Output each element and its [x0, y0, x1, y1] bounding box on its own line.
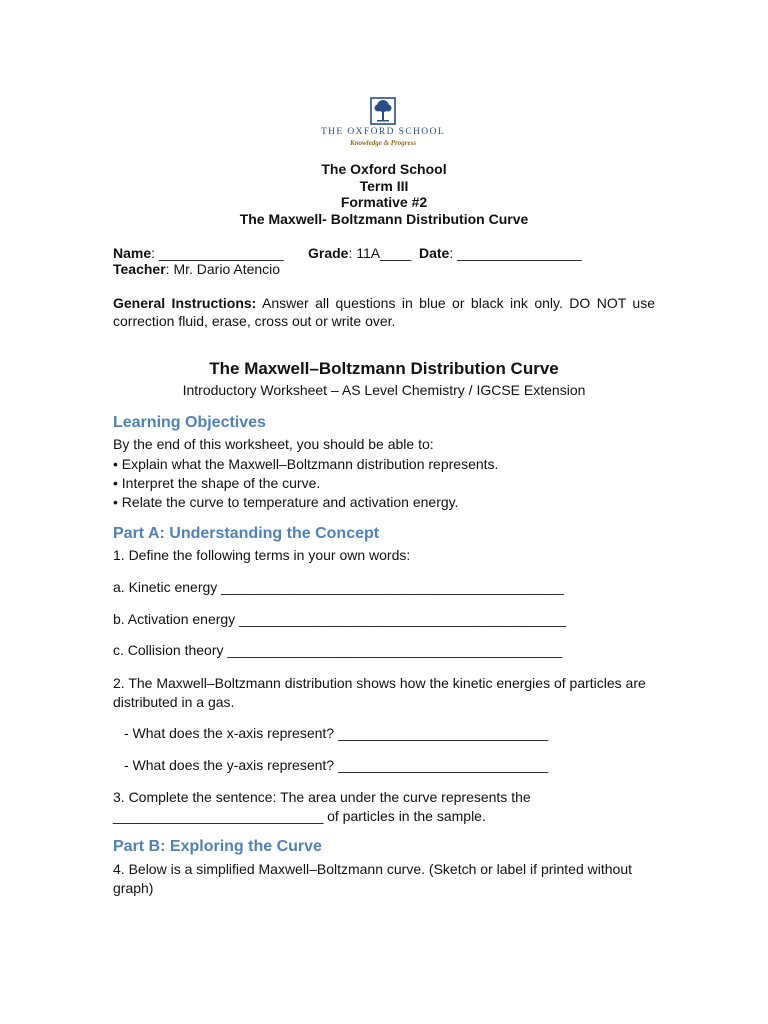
worksheet-subtitle: Introductory Worksheet – AS Level Chemistry / IGCSE Extension: [182, 382, 586, 398]
date-label: Date: [419, 245, 450, 261]
school-name: The Oxford School: [321, 161, 447, 177]
q2-y-axis[interactable]: - What does the y-axis represent? ___________________________: [124, 757, 549, 773]
q2-x-axis[interactable]: - What does the x-axis represent? ___________________________: [124, 725, 549, 741]
tree-crest-icon: [318, 96, 448, 126]
logo-motto: Knowledge & Progress: [349, 139, 417, 147]
objective-item: • Interpret the shape of the curve.: [113, 475, 321, 491]
date-blank: : ________________: [449, 245, 582, 261]
question-3-line-1: 3. Complete the sentence: The area under the curve represents the: [113, 789, 531, 805]
question-3-line-2[interactable]: ___________________________ of particles in the sample.: [113, 808, 486, 824]
q1-kinetic-energy[interactable]: a. Kinetic energy ____________________________________________: [113, 579, 564, 595]
objective-item: • Explain what the Maxwell–Boltzmann distribution represents.: [113, 456, 499, 472]
objectives-heading: Learning Objectives: [113, 414, 266, 431]
question-2: 2. The Maxwell–Boltzmann distribution shows how the kinetic energies of particles are distributed in a gas.: [113, 675, 646, 710]
q1-activation-energy[interactable]: b. Activation energy __________________________________________: [113, 611, 567, 627]
formative-number: Formative #2: [340, 194, 428, 210]
name-blank: : ________________: [151, 245, 284, 261]
part-a-heading: Part A: Understanding the Concept: [113, 525, 380, 542]
name-label: Name: [113, 245, 152, 261]
logo-school-name: THE OXFORD SCHOOL: [320, 127, 446, 137]
instructions-label: General Instructions:: [113, 295, 257, 311]
teacher-line: [113, 261, 280, 278]
question-4: 4. Below is a simplified Maxwell–Boltzmann curve. (Sketch or label if printed without graph): [113, 861, 633, 896]
question-1: 1. Define the following terms in your own words:: [113, 547, 411, 563]
teacher-value: : Mr. Dario Atencio: [165, 261, 281, 277]
teacher-label: Teacher: [113, 261, 166, 277]
worksheet-title: The Maxwell–Boltzmann Distribution Curve: [209, 359, 559, 378]
part-b-heading: Part B: Exploring the Curve: [113, 838, 322, 855]
general-instructions: [113, 294, 655, 330]
grade-field: [308, 245, 411, 262]
grade-label: Grade: [308, 245, 349, 261]
school-logo: [318, 96, 448, 154]
date-field[interactable]: [419, 245, 582, 262]
instructions-text: Answer all questions in blue or black ink only. DO NOT use correction fluid, erase, cross out or write over.: [113, 295, 655, 329]
name-field[interactable]: [113, 245, 284, 262]
objective-item: • Relate the curve to temperature and activation energy.: [113, 494, 459, 510]
term: Term III: [359, 178, 409, 194]
grade-value: : 11A____: [348, 245, 412, 261]
document-title: The Maxwell- Boltzmann Distribution Curve: [239, 211, 529, 227]
q1-collision-theory[interactable]: c. Collision theory ___________________________________________: [113, 642, 563, 658]
objectives-intro: By the end of this worksheet, you should be able to:: [113, 436, 434, 452]
